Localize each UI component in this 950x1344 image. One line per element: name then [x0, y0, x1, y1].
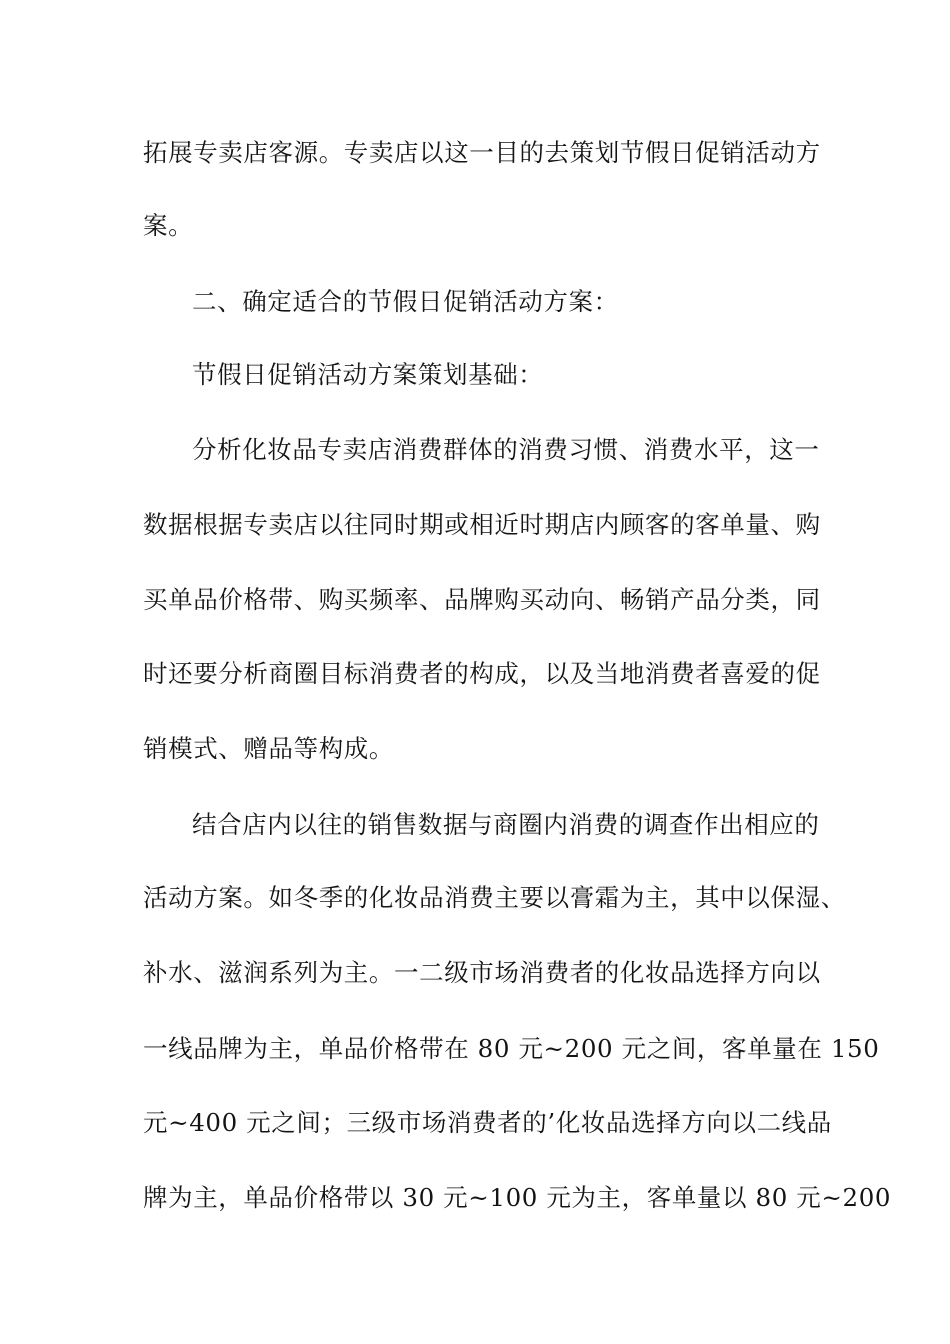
- section-heading: 二、确定适合的节假日促销活动方案：: [192, 287, 619, 316]
- body-text-line: 结合店内以往的销售数据与商圈内消费的调查作出相应的: [192, 810, 820, 839]
- body-text-line: 买单品价格带、购买频率、品牌购买动向、畅销产品分类，同: [143, 585, 821, 614]
- body-text-line: 数据根据专卖店以往同时期或相近时期店内顾客的客单量、购: [143, 510, 821, 539]
- body-text-line: 补水、滋润系列为主。一二级市场消费者的化妆品选择方向以: [143, 958, 821, 987]
- body-text-line: 元~400 元之间；三级市场消费者的’化妆品选择方向以二线品: [143, 1108, 832, 1137]
- body-text-line: 活动方案。如冬季的化妆品消费主要以膏霜为主，其中以保湿、: [143, 883, 846, 912]
- body-text-line: 牌为主，单品价格带以 30 元~100 元为主，客单量以 80 元~200: [143, 1183, 892, 1212]
- body-text-line: 案。: [143, 211, 194, 240]
- body-text-line: 分析化妆品专卖店消费群体的消费习惯、消费水平，这一: [192, 435, 820, 464]
- body-text-line: 销模式、赠品等构成。: [143, 734, 394, 763]
- body-text-line: 一线品牌为主，单品价格带在 80 元~200 元之间，客单量在 150: [143, 1034, 880, 1063]
- subsection-heading: 节假日促销活动方案策划基础：: [192, 360, 544, 389]
- body-text-line: 拓展专卖店客源。专卖店以这一目的去策划节假日促销活动方: [143, 138, 821, 167]
- body-text-line: 时还要分析商圈目标消费者的构成，以及当地消费者喜爱的促: [143, 659, 821, 688]
